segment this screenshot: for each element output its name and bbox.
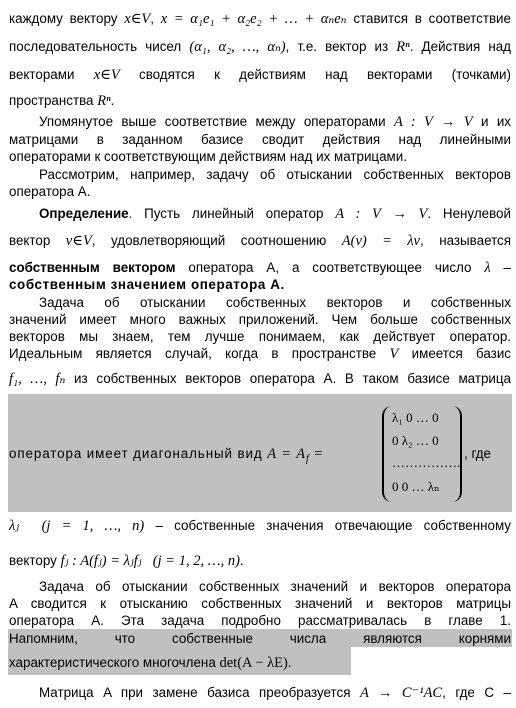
text-line: значений имеет много важных приложений. Чем больше собственных	[9, 312, 511, 327]
text-line: матрицами в заданном базисе сводит действия над линейными	[9, 132, 511, 147]
text-line: характеристического многочлена det(A − λE).	[9, 655, 292, 671]
text-line: оператора A.	[9, 184, 91, 199]
text-line: каждому вектору x∈V, x = α₁e₁ + α₂e₂ + … + αₙeₙ ставится в соответствие	[9, 11, 511, 27]
text-line-diagonal: оператора имеет диагональный вид $A = A_f$ =	[9, 446, 324, 465]
text-line: A сводится к отысканию собственных значений и векторов матрицы	[9, 596, 511, 611]
text-line: собственным вектором оператора A, а соответствующее число λ –	[9, 260, 511, 276]
term-definition: Определение	[39, 206, 129, 221]
text-line: Рассмотрим, например, задачу об отыскании собственных векторов	[39, 167, 511, 182]
text-line: f₁, …, fₙ из собственных векторов оператора A. В таком базисе матрица	[9, 371, 511, 387]
text-line: оператора A. Эта задача подробно рассматривалась в главе 1.	[9, 613, 511, 628]
text-line: последовательность чисел (α₁, α₂, …, αₙ), т.е. вектор из Rⁿ. Действия над	[9, 39, 511, 55]
text-line: λⱼ (j = 1, …, n) – собственные значения отвечающие собственному	[9, 518, 511, 534]
text-line: Задача об отыскании собственных векторов и собственных	[39, 295, 511, 310]
text-line: Матрица A при замене базиса преобразуется A → C⁻¹AC, где C –	[39, 685, 511, 701]
text-line: векторами x∈V сводятся к действиям над векторами (точками)	[9, 67, 511, 83]
text-line: Упомянутое выше соответствие между операторами A : V → V и их	[39, 114, 511, 130]
text-line: Напомним, что собственные числа являются корнями	[9, 631, 511, 646]
text-line: Идеальным является случай, когда в пространстве V имеется базис	[9, 346, 511, 362]
text-line: пространства Rⁿ.	[9, 93, 115, 109]
text-line: операторами к соответствующим действиям над их матрицами.	[9, 149, 407, 164]
text-line: вектор v∈V, удовлетворяющий соотношению A(v) = λv, называется	[9, 233, 511, 249]
text-line: собственным значением оператора A.	[9, 277, 285, 292]
text-line: вектору fⱼ : A(fⱼ) = λⱼfⱼ (j = 1, 2, …, n).	[9, 553, 244, 569]
text-line: Задача об отыскании собственных значений и векторов оператора	[39, 579, 511, 594]
text-line: векторов мы знаем, тем лучше понимаем, как действует оператор.	[9, 329, 511, 344]
text-where: , где	[464, 446, 491, 461]
text-line: Определение. Пусть линейный оператор A : V → V. Ненулевой	[39, 206, 511, 222]
diagonal-matrix: λ₁ 0 … 0 0 λ₂ … 0 ……………. 0 0 … λₙ	[382, 406, 462, 502]
